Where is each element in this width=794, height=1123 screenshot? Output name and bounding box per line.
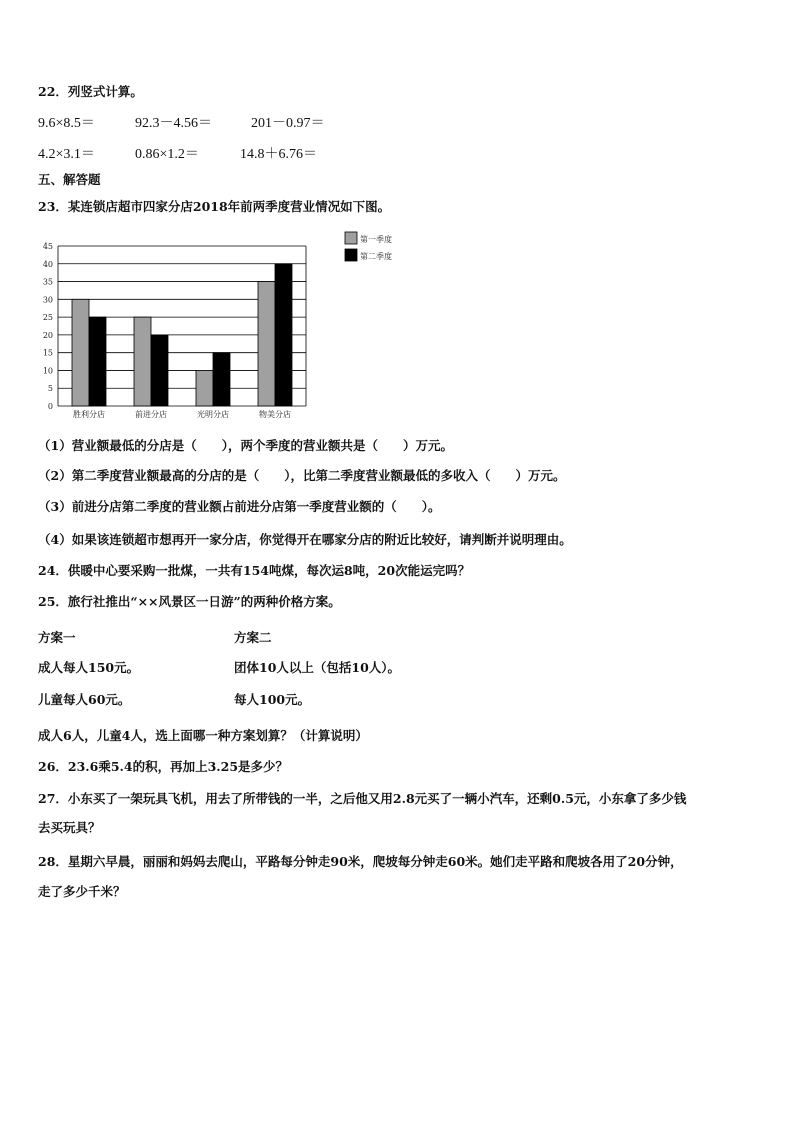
q23-title: 23．某连锁店超市四家分店2018年前两季度营业情况如下图。 <box>38 199 391 214</box>
legend-swatch <box>345 232 357 244</box>
y-tick-label: 30 <box>42 295 53 305</box>
q28-line-2: 走了多少千米？ <box>38 884 126 899</box>
q27-line-2: 去买玩具？ <box>38 820 101 835</box>
bar-chart <box>30 228 410 424</box>
section-heading: 五、解答题 <box>38 172 101 187</box>
y-tick-label: 15 <box>42 348 53 358</box>
bar <box>258 282 275 406</box>
x-tick-label: 胜利分店 <box>73 410 105 419</box>
q23-part-3: （3）前进分店第二季度的营业额占前进分店第一季度营业额的（ ）。 <box>38 499 441 514</box>
q22-expr-3: 201－0.97＝ <box>251 116 325 131</box>
plan1-title: 方案一 <box>38 630 76 645</box>
bar <box>89 317 106 406</box>
plan2-title: 方案二 <box>234 630 272 645</box>
plan2-group-rule: 团体10人以上（包括10人）。 <box>234 660 401 675</box>
bar <box>213 353 230 406</box>
bar <box>134 317 151 406</box>
q26-text: 26．23.6乘5.4的积，再加上3.25是多少？ <box>38 759 289 774</box>
x-tick-label: 光明分店 <box>197 410 229 419</box>
q27-line-1: 27．小东买了一架玩具飞机，用去了所带钱的一半，之后他又用2.8元买了一辆小汽车，还剩0.5元，小东拿了多少钱 <box>38 791 687 806</box>
y-tick-label: 40 <box>42 259 53 269</box>
legend-label: 第二季度 <box>360 252 392 261</box>
y-tick-label: 25 <box>42 313 53 323</box>
bar <box>72 299 89 406</box>
q23-part-2: （2）第二季度营业额最高的分店的是（ ），比第二季度营业额最低的多收入（ ）万元。 <box>38 468 566 483</box>
q22-expr-5: 0.86×1.2＝ <box>135 147 199 162</box>
legend-swatch <box>345 249 357 261</box>
y-tick-label: 10 <box>42 366 53 376</box>
q22-expr-2: 92.3－4.56＝ <box>135 116 212 131</box>
bar <box>151 335 168 406</box>
q22-expr-6: 14.8＋6.76＝ <box>240 147 317 162</box>
legend-label: 第一季度 <box>360 235 392 244</box>
q22-expr-1: 9.6×8.5＝ <box>38 116 95 131</box>
y-tick-label: 20 <box>42 330 53 340</box>
plan1-adult-price: 成人每人150元。 <box>38 660 140 675</box>
q22-title: 22．列竖式计算。 <box>38 84 143 99</box>
plan2-price: 每人100元。 <box>234 692 311 707</box>
y-tick-label: 0 <box>47 402 53 411</box>
y-tick-label: 35 <box>42 277 53 287</box>
bar <box>196 370 213 406</box>
q28-line-1: 28．星期六早晨，丽丽和妈妈去爬山，平路每分钟走90米，爬坡每分钟走60米。她们走平路和爬坡各用了20分钟， <box>38 854 683 869</box>
q23-part-1: （1）营业额最低的分店是（ ），两个季度的营业额共是（ ）万元。 <box>38 438 453 453</box>
x-tick-label: 物美分店 <box>259 410 291 419</box>
bar <box>275 264 292 406</box>
x-tick-label: 前进分店 <box>135 410 167 419</box>
q25-title: 25．旅行社推出“××风景区一日游”的两种价格方案。 <box>38 594 341 609</box>
y-tick-label: 5 <box>47 384 53 394</box>
q25-question: 成人6人，儿童4人，选上面哪一种方案划算？（计算说明） <box>38 728 368 743</box>
q24-text: 24．供暖中心要采购一批煤，一共有154吨煤，每次运8吨，20次能运完吗？ <box>38 563 471 578</box>
q22-expr-4: 4.2×3.1＝ <box>38 147 95 162</box>
y-tick-label: 45 <box>42 242 53 251</box>
plan1-child-price: 儿童每人60元。 <box>38 692 131 707</box>
q23-part-4: （4）如果该连锁超市想再开一家分店，你觉得开在哪家分店的附近比较好，请判断并说明理由。 <box>38 532 572 547</box>
